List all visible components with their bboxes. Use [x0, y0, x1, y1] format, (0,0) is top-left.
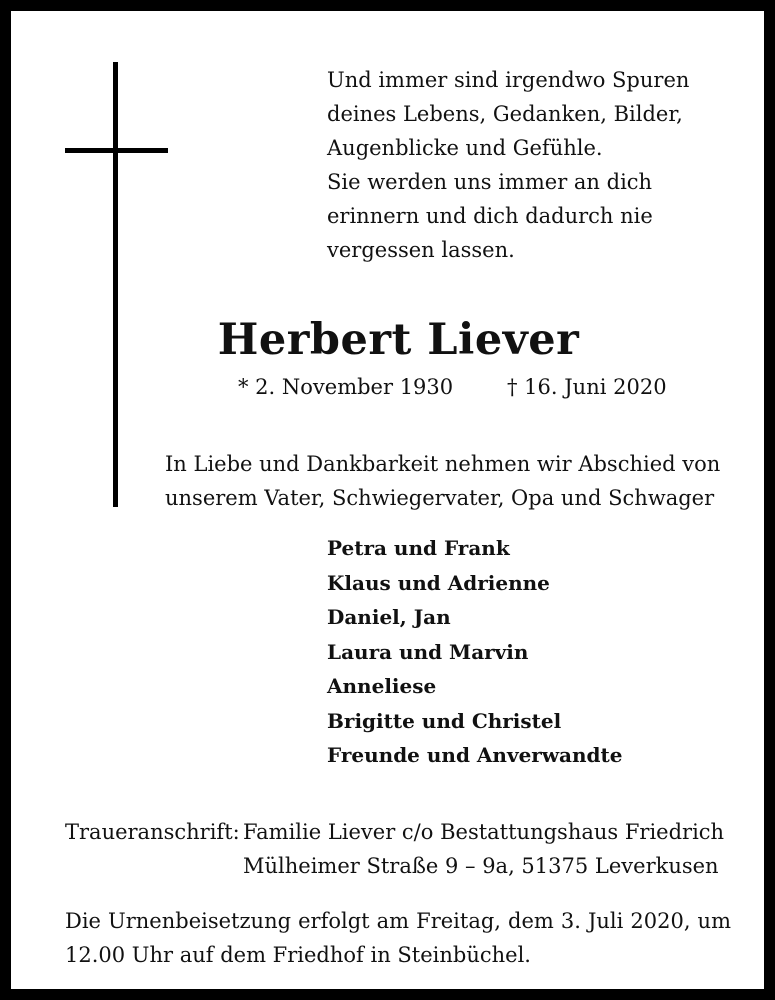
poem-line: vergessen lassen.	[327, 238, 515, 262]
poem-line: deines Lebens, Gedanken, Bilder,	[327, 102, 683, 126]
mourner-name: Klaus und Adrienne	[327, 570, 550, 595]
death-date: † 16. Juni 2020	[507, 375, 667, 399]
poem-line: Und immer sind irgendwo Spuren	[327, 68, 690, 92]
mourners-list	[327, 531, 623, 773]
farewell-text	[165, 447, 755, 515]
burial-line: Die Urnenbeisetzung erfolgt am Freitag, dem 3. Juli 2020, um	[65, 909, 731, 933]
memorial-poem	[327, 63, 747, 267]
poem-line: Sie werden uns immer an dich	[327, 170, 653, 194]
mourner-name: Freunde und Anverwandte	[327, 743, 623, 767]
farewell-line: In Liebe und Dankbarkeit nehmen wir Abschied von	[165, 452, 721, 476]
poem-line: erinnern und dich dadurch nie	[327, 204, 653, 228]
mourner-name: Anneliese	[327, 674, 437, 698]
mourner-name: Daniel, Jan	[327, 605, 451, 629]
mourner-name: Laura und Marvin	[327, 639, 529, 664]
deceased-name: Herbert Liever	[217, 315, 580, 365]
address-line: Mülheimer Straße 9 – 9a, 51375 Leverkusen	[243, 854, 719, 878]
poem-line: Augenblicke und Gefühle.	[327, 136, 603, 160]
address-label: Traueranschrift:	[65, 820, 240, 844]
burial-notice	[65, 904, 731, 972]
cross-vertical-bar	[113, 62, 118, 507]
mourner-name: Brigitte und Christel	[327, 708, 562, 733]
farewell-line: unserem Vater, Schwiegervater, Opa und Schwager	[165, 486, 715, 510]
birth-date: * 2. November 1930	[238, 375, 454, 399]
mourner-name: Petra und Frank	[327, 536, 510, 560]
burial-line: 12.00 Uhr auf dem Friedhof in Steinbüchel.	[65, 943, 531, 967]
address-line: Familie Liever c/o Bestattungshaus Friedrich	[243, 820, 725, 844]
cross-horizontal-bar	[65, 148, 168, 153]
